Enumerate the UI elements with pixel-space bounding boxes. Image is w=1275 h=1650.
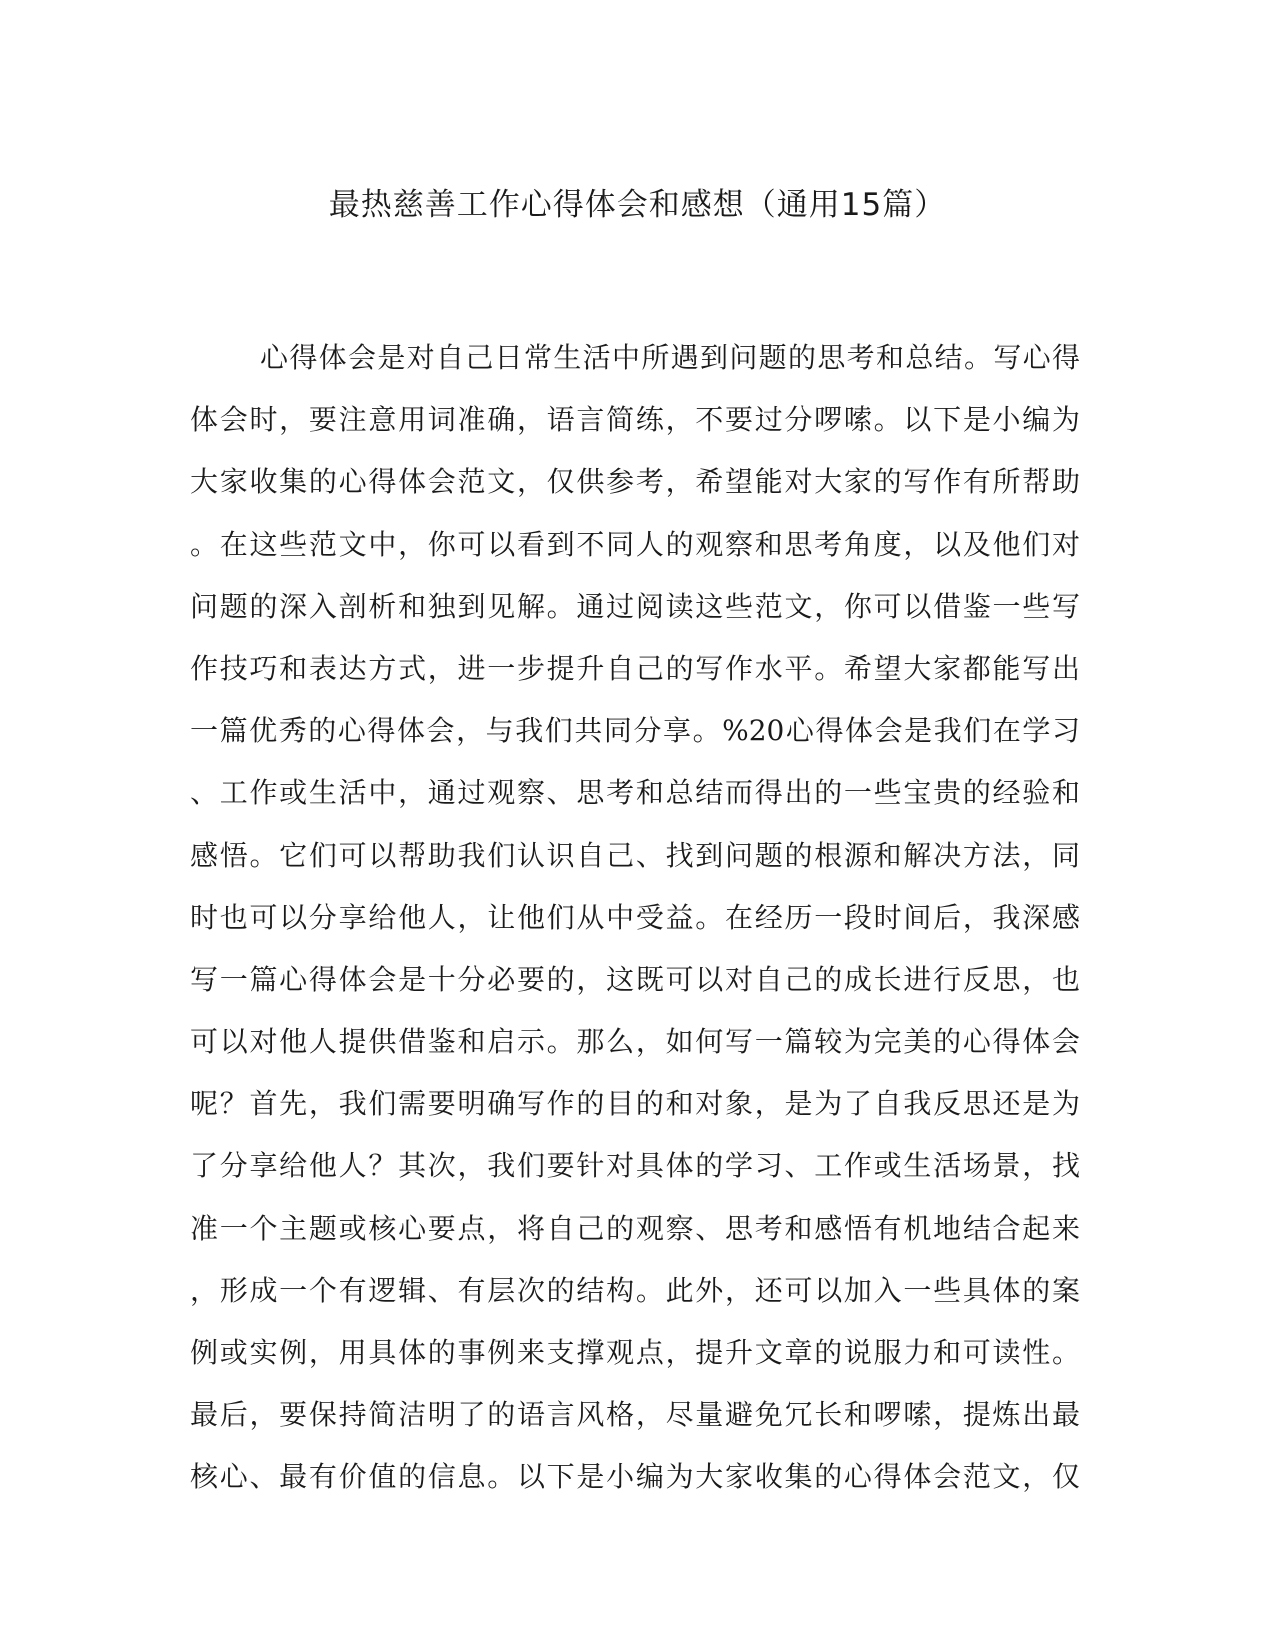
text-line: 例或实例，用具体的事例来支撑观点，提升文章的说服力和可读性。 [190, 1336, 1080, 1369]
text-line: 、工作或生活中，通过观察、思考和总结而得出的一些宝贵的经验和 [190, 776, 1080, 810]
text-line: 准一个主题或核心要点，将自己的观察、思考和感悟有机地结合起来 [190, 1211, 1080, 1245]
text-line: 一篇优秀的心得体会，与我们共同分享。%20心得体会是我们在学习 [190, 714, 1080, 748]
text-line: 心得体会是对自己日常生活中所遇到问题的思考和总结。写心得 [260, 341, 1080, 374]
document-title: 最热慈善工作心得体会和感想（通用15篇） [328, 187, 947, 223]
text-line: 可以对他人提供借鉴和启示。那么，如何写一篇较为完美的心得体会 [190, 1025, 1080, 1059]
text-line: 了分享给他人？其次，我们要针对具体的学习、工作或生活场景，找 [190, 1149, 1080, 1183]
text-line: 最后，要保持简洁明了的语言风格，尽量避免冗长和啰嗦，提炼出最 [190, 1398, 1080, 1432]
text-line: 核心、最有价值的信息。以下是小编为大家收集的心得体会范文，仅 [190, 1460, 1080, 1494]
text-line: 写一篇心得体会是十分必要的，这既可以对自己的成长进行反思，也 [190, 962, 1080, 996]
text-line: 作技巧和表达方式，进一步提升自己的写作水平。希望大家都能写出 [190, 651, 1080, 685]
text-line: 大家收集的心得体会范文，仅供参考，希望能对大家的写作有所帮助 [190, 465, 1080, 499]
text-line: 感悟。它们可以帮助我们认识自己、找到问题的根源和解决方法，同 [190, 838, 1080, 872]
text-line: 问题的深入剖析和独到见解。通过阅读这些范文，你可以借鉴一些写 [190, 589, 1080, 623]
text-line: 时也可以分享给他人，让他们从中受益。在经历一段时间后，我深感 [190, 900, 1080, 934]
text-line: 体会时，要注意用词准确，语言简练，不要过分啰嗦。以下是小编为 [190, 403, 1080, 437]
text-line: 。在这些范文中，你可以看到不同人的观察和思考角度，以及他们对 [190, 527, 1080, 561]
body-paragraph [190, 327, 1080, 1509]
text-line: 呢？首先，我们需要明确写作的目的和对象，是为了自我反思还是为 [190, 1087, 1080, 1121]
text-line: ，形成一个有逻辑、有层次的结构。此外，还可以加入一些具体的案 [190, 1273, 1080, 1307]
